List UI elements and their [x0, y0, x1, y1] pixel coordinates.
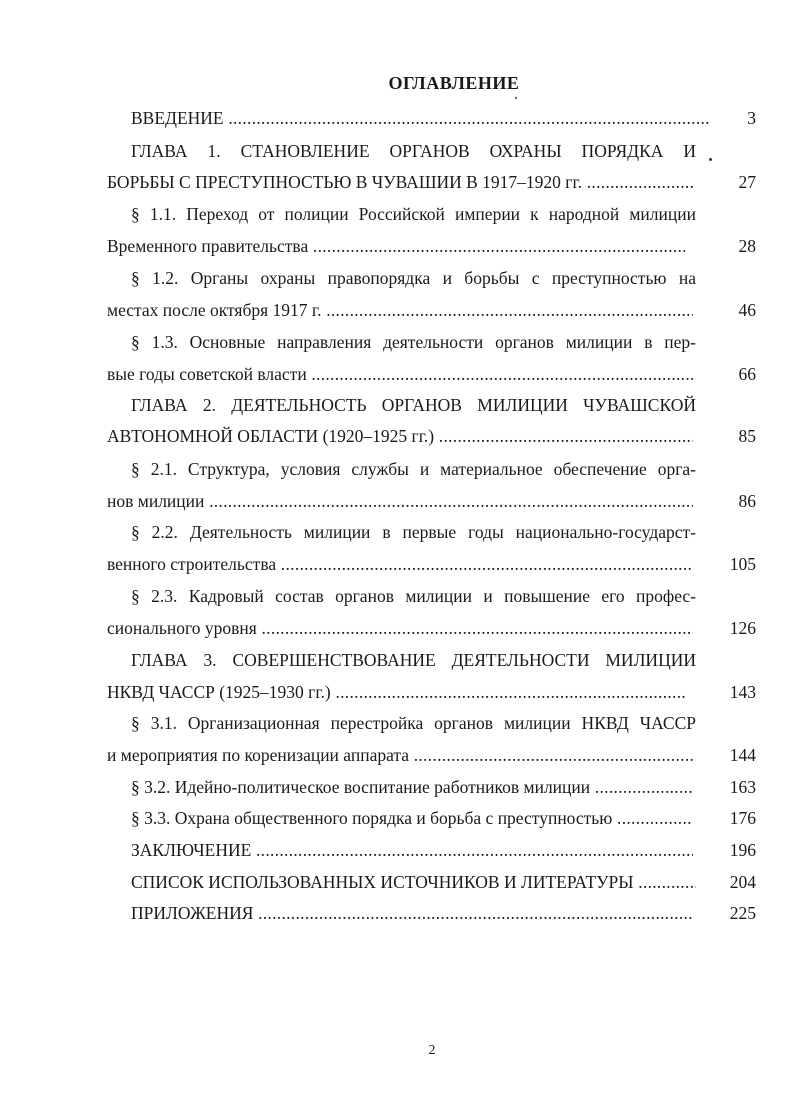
toc-page-number: 66 [738, 364, 756, 384]
toc-entry-chapter-3-cont: НКВД ЧАССР (1925–1930 гг.) ..... [107, 680, 687, 704]
toc-page-number: 144 [729, 745, 756, 765]
toc-page-number: 204 [729, 872, 756, 892]
toc-page-number: 126 [729, 618, 756, 638]
toc-entry-section-2-3: § 2.3. Кадровый состав органов милиции и повышение его профес- [131, 586, 696, 606]
toc-entry-section-1-3: § 1.3. Основные направления деятельности органов милиции в пер- [131, 332, 696, 352]
toc-entry-chapter-3: ГЛАВА 3. СОВЕРШЕНСТВОВАНИЕ ДЕЯТЕЛЬНОСТИ МИЛИЦИИ [131, 650, 696, 670]
toc-entry-section-1-3-cont: вые годы советской власти ..... [107, 362, 693, 386]
toc-entry-section-1-1-cont: Временного правительства ..... [107, 234, 685, 258]
toc-page-number: 85 [738, 426, 756, 446]
toc-page-number: 86 [738, 491, 756, 511]
toc-entry-section-2-2: § 2.2. Деятельность милиции в первые годы национально-государст- [131, 522, 696, 542]
toc-page-number: 46 [738, 300, 756, 320]
toc-entry-section-1-1: § 1.1. Переход от полиции Российской империи к народной милиции [131, 204, 696, 224]
toc-page-number: 163 [729, 777, 756, 797]
toc-entry-chapter-2: ГЛАВА 2. ДЕЯТЕЛЬНОСТЬ ОРГАНОВ МИЛИЦИИ ЧУВАШСКОЙ [131, 395, 696, 415]
toc-entry-conclusion: ЗАКЛЮЧЕНИЕ ..... [131, 838, 693, 862]
toc-entry-section-3-2: § 3.2. Идейно-политическое воспитание работников милиции ..... [131, 775, 693, 799]
toc-page-number: 105 [729, 554, 756, 574]
toc-entry-section-2-1-cont: нов милиции ..... [107, 489, 693, 513]
toc-entry-section-2-2-cont: венного строительства ..... [107, 552, 693, 576]
scan-speck [709, 158, 712, 161]
toc-entry-chapter-1: ГЛАВА 1. СТАНОВЛЕНИЕ ОРГАНОВ ОХРАНЫ ПОРЯДКА И [131, 141, 696, 161]
toc-entry-section-2-1: § 2.1. Структура, условия службы и материальное обеспечение орга- [131, 459, 696, 479]
toc-entry-bibliography: СПИСОК ИСПОЛЬЗОВАННЫХ ИСТОЧНИКОВ И ЛИТЕРАТУРЫ ..... [131, 870, 696, 894]
toc-entry-appendices: ПРИЛОЖЕНИЯ ..... [131, 901, 693, 925]
toc-entry-introduction: ВВЕДЕНИЕ ..... [131, 106, 711, 130]
toc-entry-section-3-3: § 3.3. Охрана общественного порядка и борьба с преступностью ..... [131, 806, 693, 830]
toc-entry-section-3-1-cont: и мероприятия по коренизации аппарата ..... [107, 743, 693, 767]
toc-page-number: 225 [729, 903, 756, 923]
toc-page-number: 196 [729, 840, 756, 860]
toc-entry-section-1-2-cont: местах после октября 1917 г. ..... [107, 298, 693, 322]
page-number: 2 [428, 1043, 436, 1058]
toc-entry-chapter-1-cont: БОРЬБЫ С ПРЕСТУПНОСТЬЮ В ЧУВАШИИ В 1917–1920 гг. ..... [107, 170, 693, 194]
toc-page-number: 143 [729, 682, 756, 702]
page-title: ОГЛАВЛЕНИЕ [388, 73, 520, 93]
toc-page-number: 28 [738, 236, 756, 256]
toc-page-number: 27 [738, 172, 756, 192]
scan-speck [515, 97, 517, 99]
toc-entry-section-3-1: § 3.1. Организационная перестройка органов милиции НКВД ЧАССР [131, 713, 696, 733]
toc-page-number: 176 [729, 808, 756, 828]
toc-page-number: 3 [747, 108, 756, 128]
toc-entry-section-2-3-cont: сионального уровня ..... [107, 616, 693, 640]
toc-entry-chapter-2-cont: АВТОНОМНОЙ ОБЛАСТИ (1920–1925 гг.) ..... [107, 424, 693, 448]
toc-entry-section-1-2: § 1.2. Органы охраны правопорядка и борьбы с преступностью на [131, 268, 696, 288]
